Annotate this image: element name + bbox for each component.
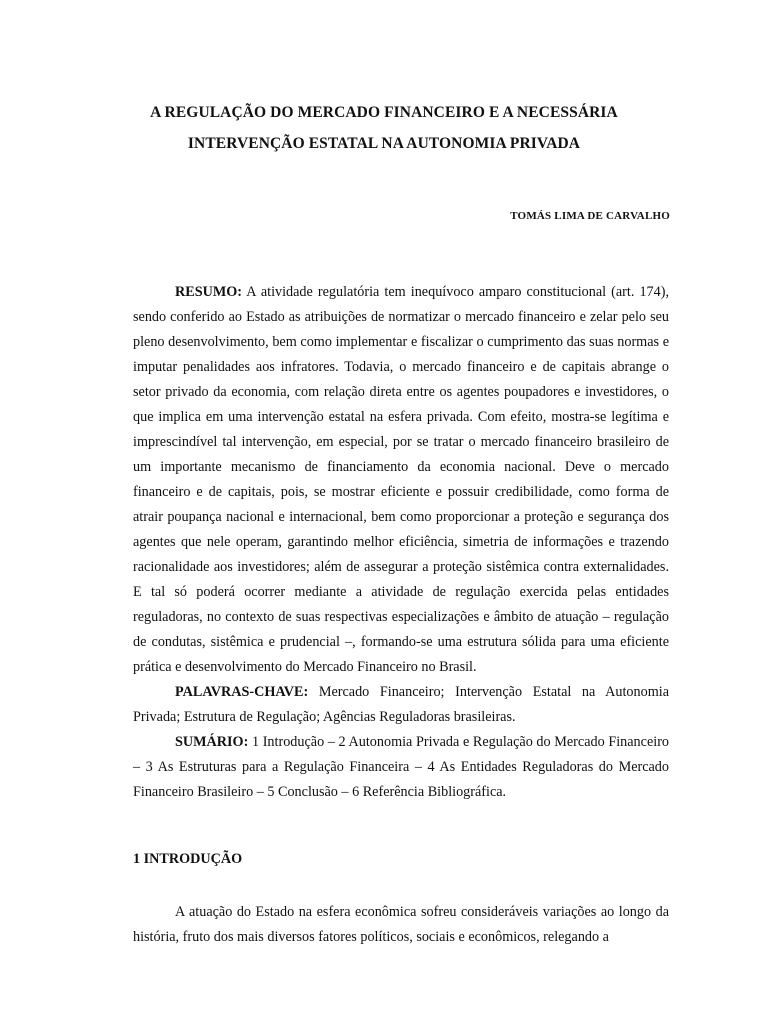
abstract-text: A atividade regulatória tem inequívoco amparo constitucional (art. 174), sendo conferido ao Estado as atribuições de normatizar o mercado financeiro e zelar pelo seu pleno desenvolvimento, bem como implementar e fiscalizar o cumprimento das suas normas e imputar penalidades aos infratores. Todavia, o mercado financeiro e de capitais abrange o setor privado da economia, com relação direta entre os agentes poupadores e investidores, o que implica em uma intervenção estatal na esfera privada. Com efeito, mostra-se legítima e imprescindível tal intervenção, em especial, por se tratar o mercado financeiro brasileiro de um importante mecanismo de financiamento da economia nacional. Deve o mercado financeiro e de capitais, pois, se mostrar eficiente e possuir credibilidade, como forma de atrair poupança nacional e internacional, bem como proporcionar a proteção e segurança dos agentes que nele operam, garantindo melhor eficiência, simetria de informações e trazendo racionalidade aos investidores; além de assegurar a proteção sistêmica contra externalidades. E tal só poderá ocorrer mediante a atividade de regulação exercida pelas entidades reguladoras, no contexto de suas respectivas especializações e âmbito de atuação – regulação de condutas, sistêmica e prudencial –, formando-se uma estrutura sólida para uma eficiente prática e desenvolvimento do Mercado Financeiro no Brasil. bbox=[133, 284, 670, 675]
document-title-line-1: A REGULAÇÃO DO MERCADO FINANCEIRO E A NECESSÁRIA bbox=[150, 104, 618, 121]
keywords-paragraph bbox=[133, 680, 669, 730]
keywords-label: PALAVRAS-CHAVE: bbox=[175, 684, 309, 700]
document-title-line-2: INTERVENÇÃO ESTATAL NA AUTONOMIA PRIVADA bbox=[187, 135, 581, 152]
introduction-text: A atuação do Estado na esfera econômica sofreu consideráveis variações ao longo da história, fruto dos mais diversos fatores políticos, sociais e econômicos, relegando a bbox=[133, 904, 669, 945]
introduction-paragraph bbox=[133, 900, 669, 950]
summary-paragraph bbox=[133, 730, 669, 805]
summary-text: 1 Introdução – 2 Autonomia Privada e Regulação do Mercado Financeiro – 3 As Estruturas para a Regulação Financeira – 4 As Entidades Reguladoras do Mercado Financeiro Brasileiro – 5 Conclusão – 6 Referência Bibliográfica. bbox=[133, 734, 670, 800]
author-name: TOMÁS LIMA DE CARVALHO bbox=[510, 210, 670, 222]
keywords-text: Mercado Financeiro; Intervenção Estatal na Autonomia Privada; Estrutura de Regulação; Agências Reguladoras brasileiras. bbox=[133, 684, 669, 725]
abstract-paragraph bbox=[133, 280, 669, 680]
section-heading-introduction: 1 INTRODUÇÃO bbox=[133, 851, 243, 867]
abstract-label: RESUMO: bbox=[175, 284, 242, 300]
summary-label: SUMÁRIO: bbox=[175, 734, 249, 750]
